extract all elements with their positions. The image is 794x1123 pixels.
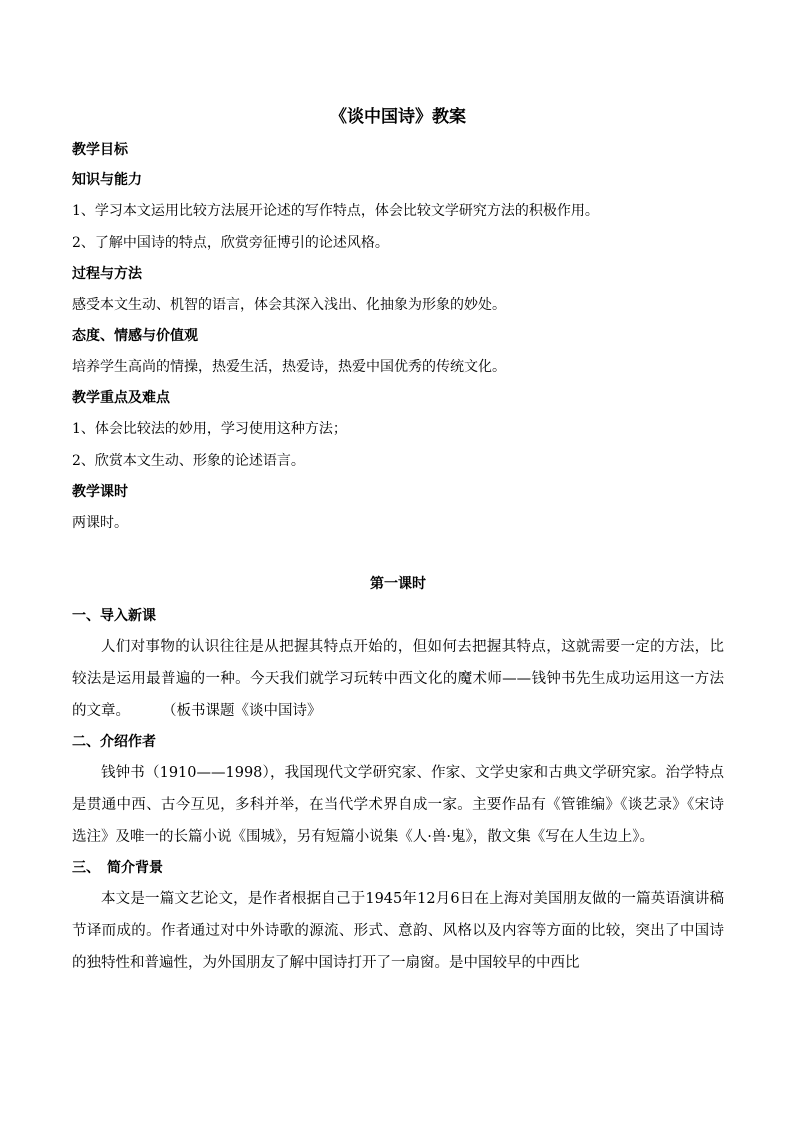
document-title: 《谈中国诗》教案 bbox=[330, 107, 466, 127]
keypoint-item-2: 2、欣赏本文生动、形象的论述语言。 bbox=[72, 453, 305, 469]
document-body bbox=[72, 103, 724, 979]
goals-heading: 教学目标 bbox=[72, 142, 128, 158]
knowledge-item-1: 1、学习本文运用比较方法展开论述的写作特点，体会比较文学研究方法的积极作用。 bbox=[72, 203, 599, 219]
section-spacer bbox=[72, 539, 724, 567]
author-paragraph: 钱钟书（1910——1998），我国现代文学研究家、作家、文学史家和古典文学研究家。治学特点是贯通中西、古今互见，多科并举，在当代学术界自成一家。主要作品有《管锥编》《谈艺录》《宋诗选注》及唯一的长篇小说《围城》，另有短篇小说集《人·兽·鬼》，散文集《写在人生边上》。 bbox=[72, 765, 724, 845]
intro-paragraph bbox=[72, 631, 724, 727]
author-heading: 二、介绍作者 bbox=[72, 734, 156, 750]
hours-text: 两课时。 bbox=[72, 515, 128, 531]
background-paragraph: 本文是一篇文艺论文，是作者根据自己于1945年12月6日在上海对美国朋友做的一篇英语演讲稿节译而成的。作者通过对中外诗歌的源流、形式、意韵、风格以及内容等方面的比较，突出了中国诗的独特性和普遍性，为外国朋友了解中国诗打开了一扇窗。是中国较早的中西比 bbox=[72, 891, 724, 971]
attitude-heading: 态度、情感与价值观 bbox=[72, 328, 198, 344]
knowledge-heading: 知识与能力 bbox=[72, 172, 142, 188]
background-heading: 三、 简介背景 bbox=[72, 860, 163, 876]
intro-text: 人们对事物的认识往往是从把握其特点开始的，但如何去把握其特点，这就需要一定的方法，比较法是运用最普遍的一种。今天我们就学习玩转中西文化的魔术师——钱钟书先生成功运用这一方法的文章。 bbox=[72, 639, 724, 719]
process-text: 感受本文生动、机智的语言，体会其深入浅出、化抽象为形象的妙处。 bbox=[72, 297, 506, 313]
board-note: （板书课题《谈中国诗》 bbox=[162, 703, 322, 719]
process-heading: 过程与方法 bbox=[72, 266, 142, 282]
lesson-1-title: 第一课时 bbox=[370, 576, 426, 592]
attitude-text: 培养学生高尚的情操，热爱生活，热爱诗，热爱中国优秀的传统文化。 bbox=[72, 359, 506, 375]
hours-heading: 教学课时 bbox=[72, 484, 128, 500]
keypoint-item-1: 1、体会比较法的妙用，学习使用这种方法； bbox=[72, 421, 347, 437]
intro-heading: 一、导入新课 bbox=[72, 608, 156, 624]
keypoints-heading: 教学重点及难点 bbox=[72, 390, 170, 406]
knowledge-item-2: 2、了解中国诗的特点，欣赏旁征博引的论述风格。 bbox=[72, 235, 389, 251]
